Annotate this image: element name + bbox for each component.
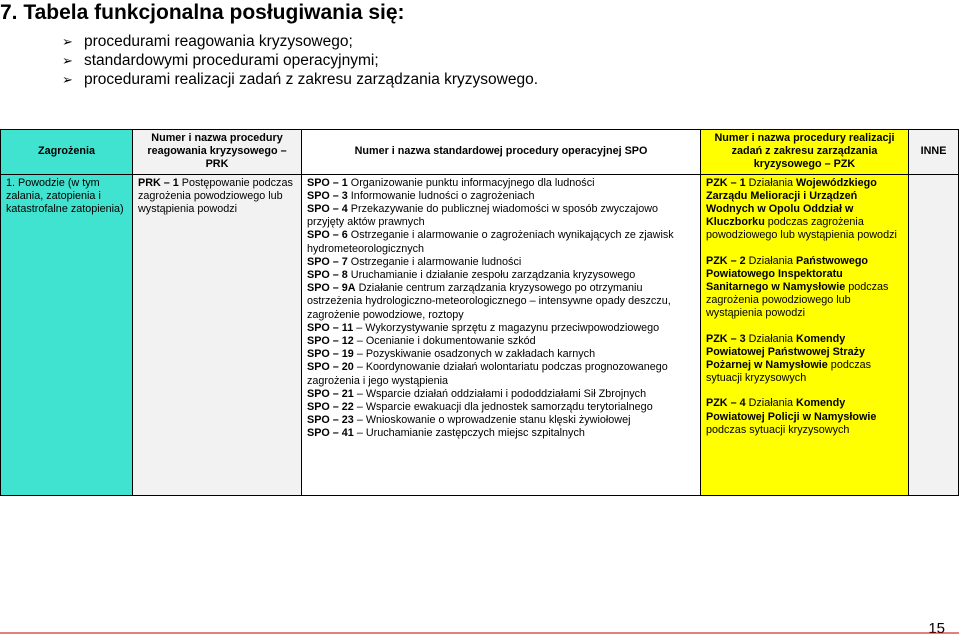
functional-table bbox=[0, 129, 959, 496]
spo-code: SPO – 9A bbox=[307, 282, 356, 295]
pzk-code: PZK – 4 bbox=[706, 397, 746, 410]
spo-code: SPO – 12 bbox=[307, 335, 354, 348]
spo-item bbox=[307, 282, 695, 322]
bullet-text: procedurami reagowania kryzysowego; bbox=[84, 33, 353, 50]
spo-code: SPO – 11 bbox=[307, 321, 354, 334]
header-other: INNE bbox=[909, 130, 959, 175]
pzk-code: PZK – 2 bbox=[706, 254, 746, 267]
spo-item bbox=[307, 388, 695, 401]
other-cell bbox=[909, 174, 959, 495]
spo-item bbox=[307, 203, 695, 229]
header-prk: Numer i nazwa procedury reagowania kryzysowego – PRK bbox=[133, 130, 302, 175]
list-item bbox=[62, 70, 538, 89]
page-number: 15 bbox=[928, 620, 945, 637]
spo-item bbox=[307, 322, 695, 335]
pzk-post: podczas sytuacji kryzysowych bbox=[706, 423, 850, 436]
spo-item bbox=[307, 190, 695, 203]
threat-cell bbox=[1, 174, 133, 495]
prk-text: Postępowanie podczas zagrożenia powodziowego lub wystąpienia powodzi bbox=[138, 176, 293, 216]
pzk-unit: Komendy Powiatowej Policji w Namysłowie bbox=[706, 397, 877, 423]
pzk-unit: Wojewódzkiego Zarządu Melioracji i Urządzeń Wodnych w Opolu Oddział w Kluczborku bbox=[706, 176, 877, 229]
spo-item bbox=[307, 335, 695, 348]
spo-text: Ostrzeganie i alarmowanie o zagrożeniach wynikających ze zjawisk hydrometeorologicznych bbox=[307, 229, 674, 255]
pzk-item bbox=[706, 333, 903, 386]
spo-text: Przekazywanie do publicznej wiadomości w sposób zwyczajowo przyjęty aktów prawnych bbox=[307, 203, 659, 229]
bullet-list bbox=[62, 32, 538, 89]
spo-item bbox=[307, 256, 695, 269]
prk-code: PRK – 1 bbox=[138, 176, 179, 189]
pzk-post: podczas zagrożenia powodziowego lub wystąpienia powodzi bbox=[706, 216, 897, 242]
spo-code: SPO – 8 bbox=[307, 269, 348, 282]
pzk-code: PZK – 1 bbox=[706, 176, 746, 189]
pzk-post: podczas zagrożenia powodziowego lub wystąpienia powodzi bbox=[706, 281, 889, 320]
spo-code: SPO – 19 bbox=[307, 348, 354, 361]
section-title: 7. Tabela funkcjonalna posługiwania się: bbox=[0, 1, 405, 24]
spo-item bbox=[307, 269, 695, 282]
header-pzk: Numer i nazwa procedury realizacji zadań z zakresu zarządzania kryzysowego – PZK bbox=[701, 130, 909, 175]
spo-text: – Koordynowanie działań wolontariatu podczas prognozowanego zagrożenia i jego wystąpienia bbox=[307, 361, 668, 387]
pzk-pre: Działania bbox=[745, 254, 797, 267]
spo-code: SPO – 21 bbox=[307, 387, 354, 400]
arrow-bullet-icon: ➢ bbox=[62, 53, 73, 68]
spo-text: – Wnioskowanie o wprowadzenie stanu klęski żywiołowej bbox=[353, 414, 631, 427]
spo-item bbox=[307, 361, 695, 387]
spo-item bbox=[307, 348, 695, 361]
list-item bbox=[62, 51, 538, 70]
spo-code: SPO – 20 bbox=[307, 361, 354, 374]
spo-item bbox=[307, 427, 695, 440]
list-item bbox=[62, 32, 538, 51]
spo-code: SPO – 6 bbox=[307, 229, 348, 242]
spo-text: – Uruchamianie zastępczych miejsc szpitalnych bbox=[353, 427, 585, 440]
pzk-item bbox=[706, 177, 903, 243]
table-row bbox=[1, 174, 959, 495]
spo-item bbox=[307, 229, 695, 255]
header-threats: Zagrożenia bbox=[1, 130, 133, 175]
pzk-cell bbox=[701, 174, 909, 495]
spo-cell bbox=[302, 174, 701, 495]
spo-code: SPO – 4 bbox=[307, 203, 348, 216]
pzk-post: podczas sytuacji kryzysowych bbox=[706, 359, 872, 385]
spo-code: SPO – 23 bbox=[307, 414, 354, 427]
spo-item bbox=[307, 414, 695, 427]
pzk-item bbox=[706, 397, 903, 437]
threat-text: 1. Powodzie (w tym zalania, zatopienia i katastrofalne zatopienia) bbox=[6, 176, 124, 216]
bullet-text: standardowymi procedurami operacyjnymi; bbox=[84, 52, 379, 69]
spo-code: SPO – 22 bbox=[307, 401, 354, 414]
pzk-unit: Państwowego Powiatowego Inspektoratu Sanitarnego w Namysłowie bbox=[706, 254, 869, 294]
spo-text: Ostrzeganie i alarmowanie ludności bbox=[347, 255, 522, 268]
spo-text: – Pozyskiwanie osadzonych w zakładach karnych bbox=[353, 348, 596, 361]
spo-code: SPO – 1 bbox=[307, 176, 348, 189]
bullet-text: procedurami realizacji zadań z zakresu zarządzania kryzysowego. bbox=[84, 71, 539, 88]
arrow-bullet-icon: ➢ bbox=[62, 34, 73, 49]
pzk-unit: Komendy Powiatowej Państwowej Straży Pożarnej w Namysłowie bbox=[706, 332, 865, 372]
spo-text: – Ocenianie i dokumentowanie szkód bbox=[353, 335, 536, 348]
pzk-pre: Działania bbox=[745, 176, 797, 189]
prk-cell bbox=[133, 174, 302, 495]
spo-code: SPO – 7 bbox=[307, 255, 348, 268]
spo-code: SPO – 3 bbox=[307, 189, 348, 202]
pzk-item bbox=[706, 255, 903, 321]
spo-code: SPO – 41 bbox=[307, 427, 354, 440]
spo-text: – Wsparcie działań oddziałami i pododdziałami Sił Zbrojnych bbox=[353, 387, 647, 400]
arrow-bullet-icon: ➢ bbox=[62, 72, 73, 87]
spo-text: – Wsparcie ewakuacji dla jednostek samorządu terytorialnego bbox=[353, 401, 653, 414]
table-header-row bbox=[1, 130, 959, 175]
pzk-pre: Działania bbox=[745, 397, 797, 410]
pzk-code: PZK – 3 bbox=[706, 332, 746, 345]
header-spo: Numer i nazwa standardowej procedury operacyjnej SPO bbox=[302, 130, 701, 175]
spo-item bbox=[307, 401, 695, 414]
spo-text: Informowanie ludności o zagrożeniach bbox=[347, 189, 535, 202]
spo-item bbox=[307, 177, 695, 190]
pzk-pre: Działania bbox=[745, 332, 797, 345]
spo-text: Organizowanie punktu informacyjnego dla ludności bbox=[347, 176, 595, 189]
spo-text: Uruchamianie i działanie zespołu zarządzania kryzysowego bbox=[347, 269, 636, 282]
spo-text: Działanie centrum zarządzania kryzysowego po otrzymaniu ostrzeżenia hydrologiczno-meteorologicznego – intensywne opady deszczu, zagrożenie powodziowe, roztopy bbox=[307, 282, 671, 321]
spo-text: – Wykorzystywanie sprzętu z magazynu przeciwpowodziowego bbox=[353, 321, 660, 334]
